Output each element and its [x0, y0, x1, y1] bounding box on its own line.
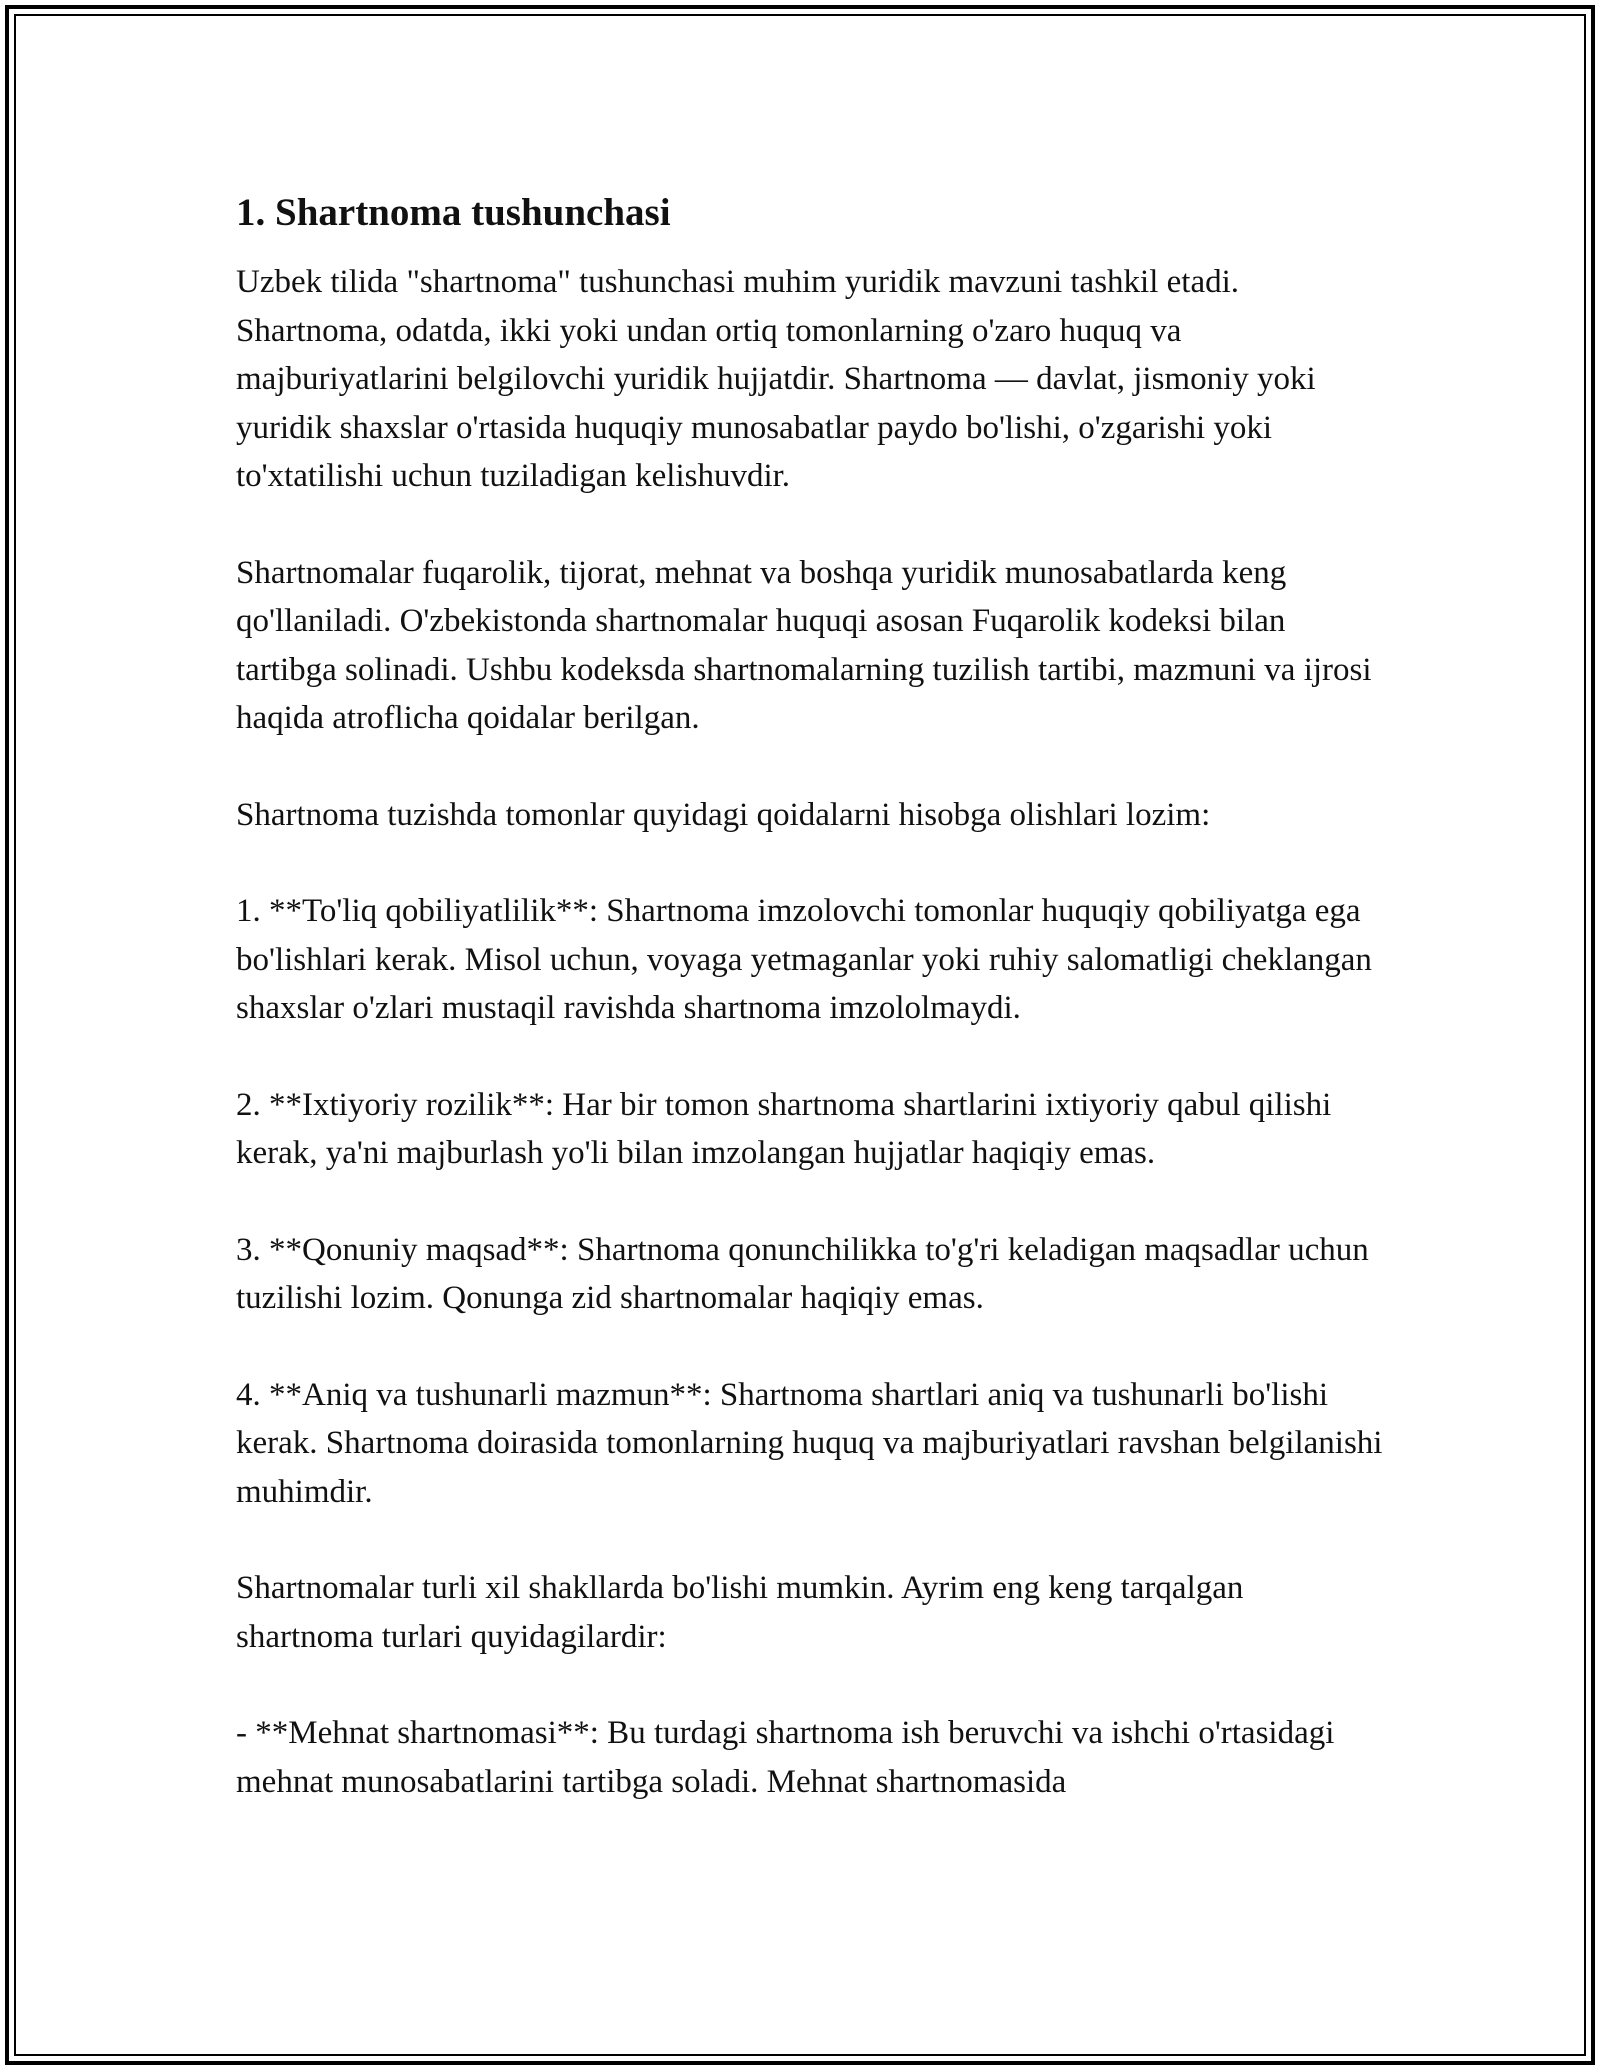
- list-item-capacity: 1. **To'liq qobiliyatlilik**: Shartnoma imzolovchi tomonlar huquqiy qobiliyatga ega bo'lishlari kerak. Misol uchun, voyaga yetmaganlar yoki ruhiy salomatligi cheklangan shaxslar o'zlari mustaqil ravishda shartnoma imzololmaydi.: [236, 893, 1372, 1026]
- list-item-consent: 2. **Ixtiyoriy rozilik**: Har bir tomon shartnoma shartlarini ixtiyoriy qabul qilishi kerak, ya'ni majburlash yo'li bilan imzolangan hujjatlar haqiqiy emas.: [236, 1086, 1332, 1171]
- list-item-lawful-purpose: 3. **Qonuniy maqsad**: Shartnoma qonunchilikka to'g'ri keladigan maqsadlar uchun tuzilishi lozim. Qonunga zid shartnomalar haqiqiy emas.: [236, 1231, 1369, 1316]
- paragraph-rules-intro: Shartnoma tuzishda tomonlar quyidagi qoidalarni hisobga olishlari lozim:: [236, 796, 1211, 833]
- paragraph-usage: Shartnomalar fuqarolik, tijorat, mehnat va boshqa yuridik munosabatlarda keng qo'llaniladi. O'zbekistonda shartnomalar huquqi asosan Fuqarolik kodeksi bilan tartibga solinadi. Ushbu kodeksda shartnomalarning tuzilish tartibi, mazmuni va ijrosi haqida atroflicha qoidalar berilgan.: [236, 554, 1372, 736]
- paragraph-types-intro: Shartnomalar turli xil shakllarda bo'lishi mumkin. Ayrim eng keng tarqalgan shartnoma turlari quyidagilardir:: [236, 1570, 1244, 1655]
- section-heading: 1. Shartnoma tushunchasi: [236, 191, 671, 234]
- list-item-clear-content: 4. **Aniq va tushunarli mazmun**: Shartnoma shartlari aniq va tushunarli bo'lishi kerak. Shartnoma doirasida tomonlarning huquq va majburiyatlari ravshan belgilanishi muhimdir.: [236, 1376, 1383, 1510]
- paragraph-intro: Uzbek tilida "shartnoma" tushunchasi muhim yuridik mavzuni tashkil etadi. Shartnoma, odatda, ikki yoki undan ortiq tomonlarning o'zaro huquq va majburiyatlarini belgilovchi yuridik hujjatdir. Shartnoma — davlat, jismoniy yoki yuridik shaxslar o'rtasida huquqiy munosabatlar paydo bo'lishi, o'zgarishi yoki to'xtatilishi uchun tuziladigan kelishuvdir.: [236, 264, 1316, 494]
- document-body: [236, 186, 1386, 1854]
- list-item-employment-contract: - **Mehnat shartnomasi**: Bu turdagi shartnoma ish beruvchi va ishchi o'rtasidagi mehnat munosabatlarini tartibga soladi. Mehnat shartnomasida: [236, 1715, 1335, 1800]
